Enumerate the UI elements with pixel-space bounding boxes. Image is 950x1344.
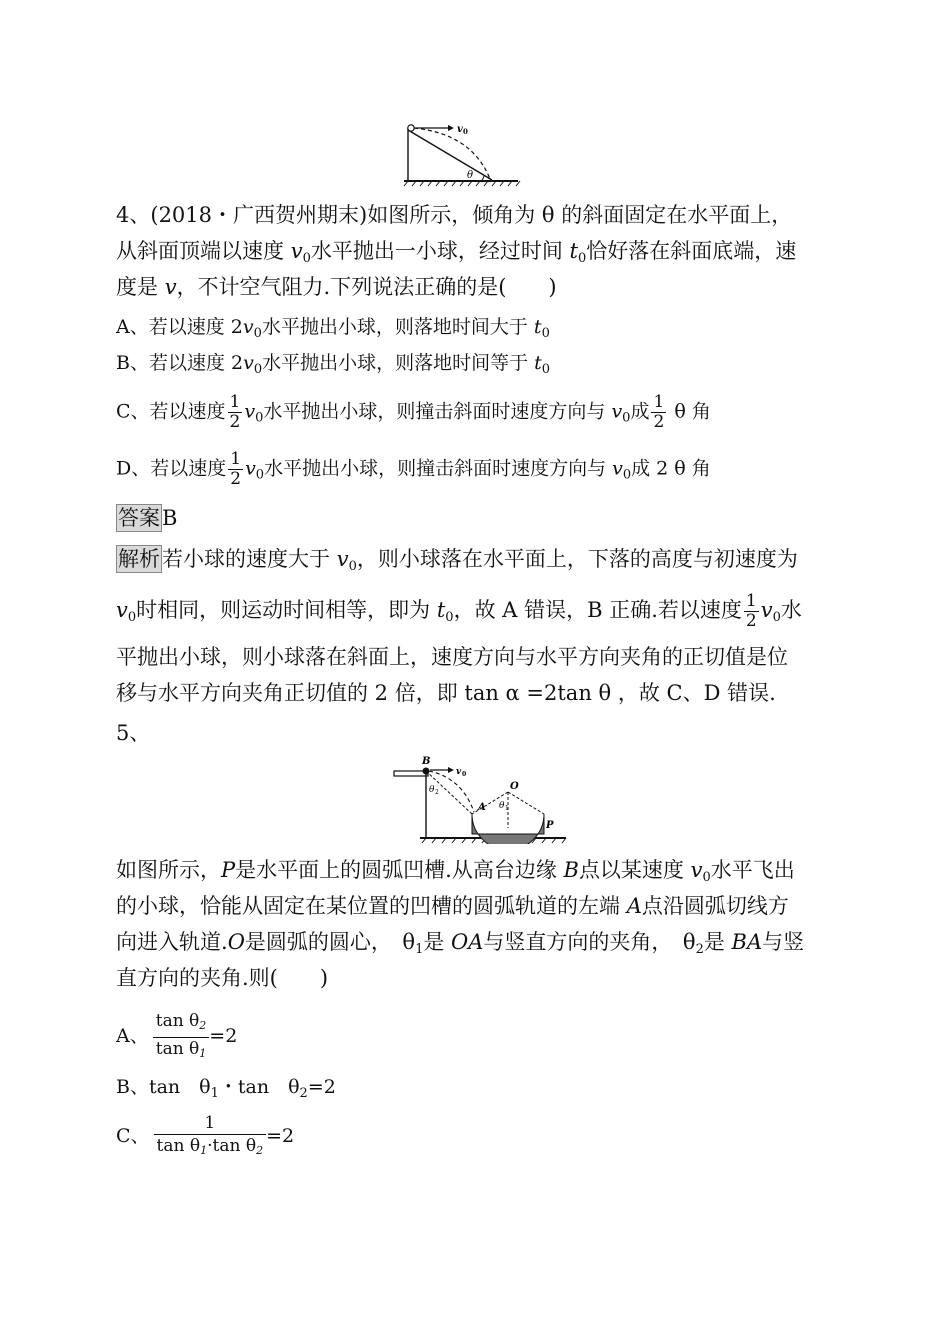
half-fraction: $\frac{1}{2}$ (229, 392, 241, 432)
svg-text:A: A (478, 802, 486, 813)
q5-option-c[interactable]: C、 $\frac{1}{\text{tan θ1·tan θ2}}$ =2 (116, 1113, 295, 1157)
svg-text:B: B (422, 756, 431, 767)
q5-line2: 的小球，恰能从固定在某位置的凹槽的圆弧轨道的左端 A点沿圆弧切线方 (116, 894, 789, 918)
q5-line1: 如图所示，P是水平面上的圆弧凹槽.从高台边缘 B点以某速度 $v_0$水平飞出 (116, 858, 795, 885)
analysis-line1: 解析若小球的速度大于 $v_0$，则小球落在水平面上，下落的高度与初速度为 (118, 547, 798, 574)
q4-option-d[interactable]: D、若以速度 $\frac{1}{2}$ $v_0$水平抛出小球，则撞击斜面时速度方向与 $v_0$成 2 θ 角 (116, 449, 711, 489)
svg-text:P: P (546, 820, 554, 831)
q5-line3: 向进入轨道.O是圆弧的圆心， $\theta_1$是 OA与竖直方向的夹角， $\theta_2$是 BA与竖 (116, 930, 805, 957)
analysis-line2: $v_0$时相同，则运动时间相等，即为 $t_0$，故 A 错误，B 正确.若以速度 $\frac{1}{2}$ $v_0$水 (116, 591, 802, 631)
incline-figure (402, 118, 522, 188)
analysis-label: 解析 (118, 547, 160, 571)
svg-text:0: 0 (462, 771, 467, 778)
svg-text:1: 1 (505, 805, 509, 812)
svg-text:θ: θ (499, 801, 505, 811)
arc-groove-figure (392, 752, 568, 844)
svg-text:θ: θ (467, 170, 474, 181)
q4-line3: 度是 v，不计空气阻力.下列说法正确的是( ) (116, 275, 557, 299)
answer-label: 答案 (118, 506, 160, 530)
q4-option-a[interactable]: A、若以速度 $2v_0$水平抛出小球，则落地时间大于 $t_0$ (116, 316, 550, 341)
q5-option-a[interactable]: A、 $\frac{\text{tan θ2}}{\text{tan θ1}}$ =2 (116, 1010, 238, 1060)
svg-text:O: O (510, 781, 519, 792)
q4-line1: 4、(2018・广西贺州期末)如图所示，倾角为 θ 的斜面固定在水平面上， (116, 203, 793, 227)
q4-option-c[interactable]: C、若以速度 $\frac{1}{2}$ $v_0$水平抛出小球，则撞击斜面时速度方向与 $v_0$成 $\frac{1}{2}$ θ 角 (116, 392, 711, 432)
ball-icon (408, 125, 414, 131)
analysis-line3: 平抛出小球，则小球落在斜面上，速度方向与水平方向夹角的正切值是位 (116, 645, 788, 669)
analysis-line4: 移与水平方向夹角正切值的 2 倍，即 tan α =2tan θ ，故 C、D 错误. (116, 681, 776, 705)
svg-text:v: v (456, 767, 462, 777)
q5-number: 5、 (116, 721, 151, 745)
q4-option-b[interactable]: B、若以速度 $2v_0$水平抛出小球，则落地时间等于 $t_0$ (116, 352, 551, 377)
q5-line4: 直方向的夹角.则( ) (116, 966, 329, 990)
svg-text:θ: θ (429, 785, 435, 795)
svg-text:v: v (457, 124, 463, 135)
q4-number: 4、 (116, 203, 151, 227)
svg-text:0: 0 (463, 127, 468, 136)
q5-option-b[interactable]: B、tan $\theta_1$・tan $\theta_2=2$ (116, 1076, 336, 1101)
svg-text:2: 2 (435, 789, 439, 796)
answer: 答案B (118, 506, 178, 530)
q4-line2: 从斜面顶端以速度 $v_0$水平抛出一小球，经过时间 $t_0$恰好落在斜面底端，速 (116, 239, 797, 266)
